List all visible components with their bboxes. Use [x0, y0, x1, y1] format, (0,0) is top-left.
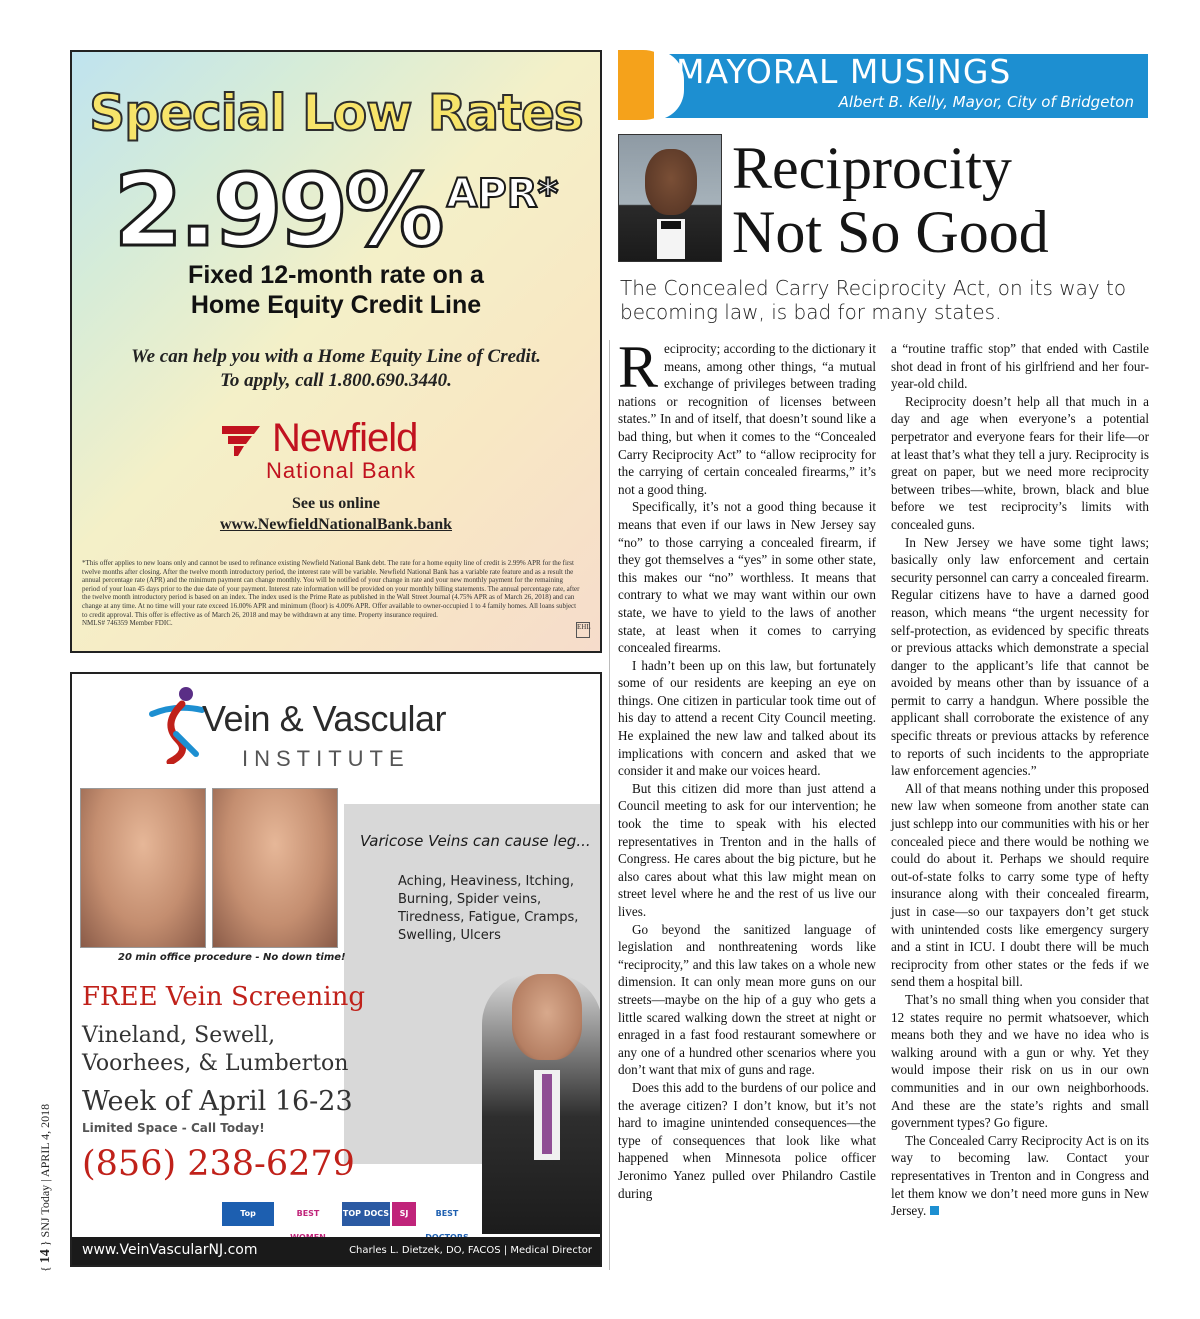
byline-name: Albert B. Kelly, — [838, 93, 948, 111]
cause-text: Varicose Veins can cause leg... — [360, 832, 591, 850]
article-paragraph-11: That’s no small thing when you consider that 12 states require no permit whatsoever, which means both they and we have no idea who is walking around with a gun or why. Yet they would impose their risk on us in our own communities and in our own neighborhoods. And these are the state’s rights and small government types? Go figure. — [891, 991, 1149, 1131]
locations-line-1: Vineland, Sewell, — [82, 1023, 276, 1048]
drop-cap: R — [618, 334, 659, 400]
badge-top-docs: TOP DOCS — [342, 1202, 390, 1226]
vein-url-link[interactable]: www.VeinVascularNJ.com — [82, 1242, 258, 1258]
author-bowtie — [661, 221, 681, 229]
article-paragraph-2: Specifically, it’s not a good thing because it means that even if our laws in New Jersey say “no” to those carrying a concealed firearm, if they got themselves a “yes” in some other state, this makes our “no” worthless. It means that contrary to what we may want within our own state, we have to yield to the laws of another state, at least when it comes to carrying concealed firearms. — [618, 499, 876, 656]
doctor-tie — [542, 1074, 552, 1154]
author-portrait — [618, 134, 722, 262]
fixed-line-1: Fixed 12-month rate on a — [188, 261, 484, 289]
column-byline — [839, 93, 1134, 111]
article-paragraph-1 — [618, 334, 876, 498]
article-paragraph-8: Reciprocity doesn’t help all that much in a day and age when everyone’s a potential perpetrator and everyone fears for their life—or at least that’s what they tell a jury. Reciprocity is great on paper, but we need more reciprocity between tribes—white, brown, black and blue before we test reciprocity’s limits with concealed guns. — [891, 393, 1149, 532]
ad-footer-bar — [72, 1237, 600, 1265]
fixed-rate-text — [72, 260, 600, 320]
apr-number: 2.99% — [113, 152, 441, 269]
doctor-head — [512, 974, 582, 1060]
page-folio: { 14 } SNJ Today | APRIL 4, 2018 — [38, 1103, 53, 1272]
end-mark-icon — [930, 1206, 939, 1215]
article-paragraph-10: All of that means nothing under this proposed new law when someone from another state can just schlepp into our communities with his or her concealed piece and there would be nothing we could do about it. Perhaps we should require out-of-state folks to carry some type of hefty insurance along with their concealed firearm, just in case—so our taxpayers don’t get stuck with unintended costs like emergency surgery and a stint in ICU. I doubt there will be much reciprocity from other states or the feds if we send them a hospital bill. — [891, 780, 1149, 990]
article-paragraph-9: In New Jersey we have some tight laws; basically only law enforcement and certain security personnel can carry a concealed firearm. Regular citizens have to have a darned good reason, which means “the urgent necessity for self-protection, as evidenced by specific threats or previous attacks which demonstrate a special danger to the applicant’s life that cannot be avoided by means other than by issuance of a permit to carry a handgun. Where possible the applicant shall corroborate the existence of any specific threats or previous attacks by reference to reports of such incidents to the appropriate law enforcement agencies.” — [891, 534, 1149, 779]
article-paragraph-4: But this citizen did more than just attend a Council meeting to ask for our intervention; he took the time to speak with his elected representatives in Trenton and in the halls of Congress. He cares about the big picture, but he also cares about what this law might mean on street level where he and the rest of us live our lives. — [618, 780, 876, 919]
vein-vascular-ad — [70, 672, 602, 1267]
article-paragraph-12 — [891, 1132, 1149, 1220]
procedure-text: 20 min office procedure - No down time! — [118, 952, 346, 963]
article-dek: The Concealed Carry Reciprocity Act, on its way to becoming law, is bad for many states. — [620, 276, 1127, 324]
fine-print-text: *This offer applies to new loans only and cannot be used to refinance existing Newfield National Bank debt. The rate for a home equity line of credit is 2.99% APR for the first twelve months after closing. After the twelve month introductory period, the interest rate will be variable. Newfield National Bank has a variable rate feature and as a result the annual percentage rate (APR) and the minimum payment can change monthly. You will be notified of your change in rate and your new monthly payment for the remaining period of your loan 45 days prior to the due date of your payment. Interest rate information will be provided on your monthly billing statements. The annual percentage rate, after the twelve month introductory period is based on an index. The index used is the Prime Rate as published in the Wall Street Journal (4.75% APR as of March 26, 2018) and can change at any time. At no time will your rate exceed 16.00% APR and minimum (floor) is 4.00% APR. Offer available to owner-occupied 1 to 4 family homes. All loans subject to credit approval. This offer is effective as of March 26, 2018 and may be withdrawn at any time. Property insurance required. — [82, 559, 580, 619]
article-paragraph-5: Go beyond the sanitized language of legislation and nonthreatening words like “reciprocity,” and this law takes on a whole new dimension. It can only mean more guns on our streets—maybe on the hip of a guy who gets a little scared walking down the street at night or enraged in a fast food restaurant somewhere or any one of a hundred other scenarios where you don’t want that mix of guns and rage. — [618, 921, 876, 1078]
vein-institute-name: Vein & Vascular — [202, 698, 446, 739]
leg-photo-after — [212, 788, 338, 948]
medical-director-text: Charles L. Dietzek, DO, FACOS | Medical Director — [349, 1245, 592, 1256]
headline-line-2: Not So Good — [732, 199, 1049, 265]
apr-label: APR* — [446, 171, 559, 217]
locations-line-2: Voorhees, & Lumberton — [82, 1051, 349, 1076]
headline-line-1: Reciprocity — [732, 135, 1012, 201]
leg-photo-before — [80, 788, 206, 948]
byline-role: Mayor, City of Bridgeton — [952, 93, 1134, 111]
article-column-2 — [891, 340, 1149, 1220]
see-us-online: See us online — [291, 495, 380, 512]
help-line-1: We can help you with a Home Equity Line of Credit. — [131, 346, 541, 367]
symptoms-list: Aching, Heaviness, Itching, Burning, Spider veins, Tiredness, Fatigue, Cramps, Swelling, Ulcers — [398, 874, 579, 943]
article-paragraph-3: I hadn’t been up on this law, but fortunately some of our residents are keeping an eye on things. One citizen in particular took time out of his day to attend a recent City Council meeting. He explained the new law and talked about its implications with concern and asked that we consider it and make our voices heard. — [618, 657, 876, 779]
publication-name: SNJ Today — [38, 1184, 52, 1238]
phone-number[interactable]: (856) 238-6279 — [82, 1144, 355, 1184]
badge-best-women: BEST — [280, 1202, 336, 1226]
vein-institute-subtitle: INSTITUTE — [242, 746, 410, 771]
bank-url-link[interactable]: www.NewfieldNationalBank.bank — [219, 516, 453, 533]
paragraph-text: eciprocity; according to the dictionary it means, among other things, “a mutual exchange of privileges between trading nations or recognition of licenses between states.” In and of itself, that doesn’t sound like a bad thing, but when it comes to the “Concealed Carry Reciprocity Act” to “allow reciprocity for the carrying of certain concealed firearms,” it’s not a good thing. — [618, 341, 876, 497]
paragraph-text: The Concealed Carry Reciprocity Act is on its way to becoming law. Contact your representatives in Trenton and in Congress and let them know we don’t need more guns in New Jersey. — [891, 1132, 1149, 1219]
equal-housing-lender-icon: EHL — [576, 622, 590, 638]
article-paragraph-6: Does this add to the burdens of our police and the average citizen? I don’t know, but it’s not hard to imagine unintended consequences—the type of consequences that look like what happened when Minnesota police officer Jeronimo Yanez pulled over Philandro Castile during — [618, 1079, 876, 1201]
limited-space-text: Limited Space - Call Today! — [82, 1121, 265, 1135]
article-headline — [732, 136, 1152, 264]
column-banner — [618, 50, 1148, 120]
bank-name: Newfield — [272, 416, 418, 460]
fine-print — [82, 559, 582, 628]
column-title: MAYORAL MUSINGS — [676, 52, 1012, 91]
award-badges — [222, 1202, 472, 1232]
bank-subtitle: National Bank — [266, 458, 416, 483]
week-text: Week of April 16-23 — [82, 1086, 353, 1117]
issue-date: APRIL 4, 2018 — [38, 1103, 52, 1178]
ad-headline: Special Low Rates — [89, 84, 583, 142]
badge-best-doctors: BEST — [422, 1202, 472, 1226]
nmls-text: NMLS# 746359 Member FDIC. — [82, 619, 173, 628]
page-number: 14 — [38, 1249, 53, 1264]
badge-top-doctors: Top — [222, 1202, 274, 1226]
author-face — [645, 149, 697, 215]
article-column-1 — [618, 334, 876, 1202]
badge-sj: SJ — [392, 1202, 416, 1226]
apr-rate — [72, 152, 600, 269]
fixed-line-2: Home Equity Credit Line — [190, 291, 482, 319]
help-line-2: To apply, call 1.800.690.3440. — [220, 370, 452, 391]
article-paragraph-7: a “routine traffic stop” that ended with Castile shot dead in front of his girlfriend and her four-year-old child. — [891, 341, 1149, 392]
locations-text — [82, 1022, 442, 1078]
free-screening-text: FREE Vein Screening — [82, 982, 365, 1012]
help-text — [72, 345, 600, 393]
vein-logo-icon — [146, 684, 206, 764]
newfield-bank-ad — [70, 50, 602, 653]
column-divider — [609, 340, 610, 1270]
newfield-logo-icon — [220, 422, 262, 458]
